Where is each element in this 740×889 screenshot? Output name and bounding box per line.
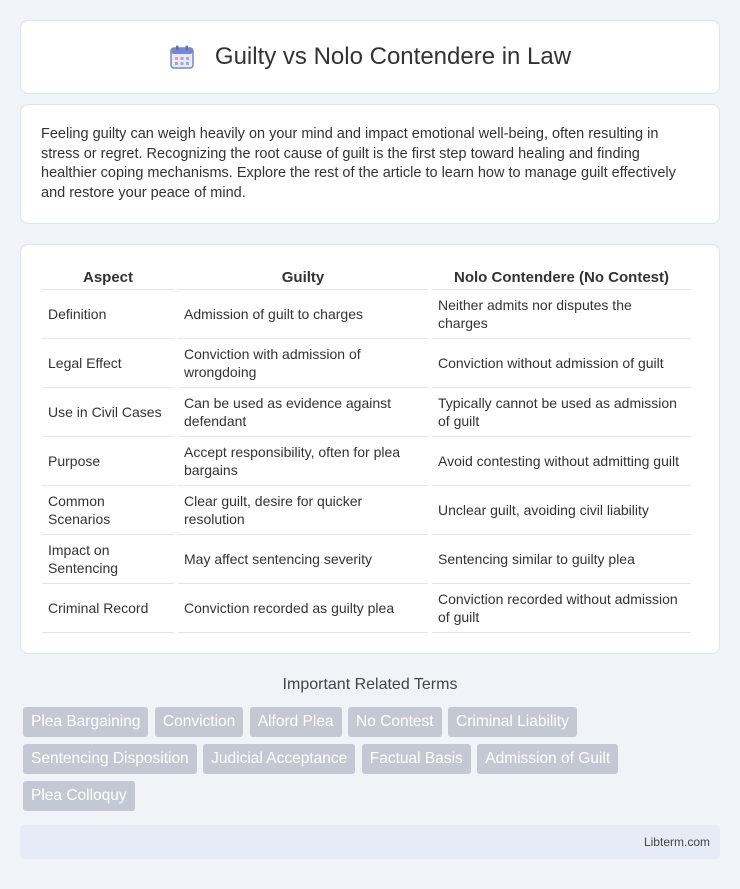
footer-link[interactable]: Libterm.com: [643, 835, 710, 849]
comparison-table: [38, 265, 695, 633]
intro-card: [20, 104, 720, 224]
intro-text: Feeling guilty can weigh heavily on your mind and impact emotional well-being, often resulting in stress or regret. Recognizing the root cause of guilt is the first step toward healing and finding healthier coping mechanisms. Explore the rest of the article to learn how to manage guilt effectively and restore your peace of mind.: [41, 126, 676, 201]
term-tag[interactable]: Admission of Guilt: [477, 744, 618, 774]
cell-nolo: Typically cannot be used as admission of guilt: [432, 388, 691, 437]
term-tag[interactable]: No Contest: [348, 707, 442, 737]
footer: [20, 825, 720, 859]
table-row: [42, 486, 691, 535]
cell-nolo: Conviction without admission of guilt: [432, 339, 691, 388]
title-card: [20, 20, 720, 94]
page-title: Guilty vs Nolo Contendere in Law: [214, 43, 572, 70]
cell-nolo: Conviction recorded without admission of guilt: [432, 584, 691, 633]
term-tag[interactable]: Sentencing Disposition: [23, 744, 197, 774]
cell-nolo: Sentencing similar to guilty plea: [432, 535, 691, 584]
term-tag[interactable]: Criminal Liability: [448, 707, 577, 737]
related-terms: [23, 707, 723, 818]
table-row: [42, 584, 691, 633]
cell-guilty: Conviction recorded as guilty plea: [178, 584, 428, 633]
related-terms-heading: Important Related Terms: [282, 676, 458, 693]
cell-aspect: Impact on Sentencing: [42, 535, 174, 584]
cell-guilty: May affect sentencing severity: [178, 535, 428, 584]
cell-guilty: Admission of guilt to charges: [178, 290, 428, 339]
table-row: [42, 290, 691, 339]
comparison-card: [20, 244, 720, 654]
calendar-icon: [169, 44, 195, 70]
term-tag[interactable]: Plea Bargaining: [23, 707, 148, 737]
header-nolo: Nolo Contendere (No Contest): [432, 265, 691, 290]
cell-aspect: Criminal Record: [42, 584, 174, 633]
table-header-row: [42, 265, 691, 290]
cell-aspect: Purpose: [42, 437, 174, 486]
cell-guilty: Conviction with admission of wrongdoing: [178, 339, 428, 388]
header-guilty: Guilty: [178, 265, 428, 290]
term-tag[interactable]: Judicial Acceptance: [203, 744, 355, 774]
term-tag[interactable]: Alford Plea: [250, 707, 342, 737]
cell-nolo: Neither admits nor disputes the charges: [432, 290, 691, 339]
cell-aspect: Common Scenarios: [42, 486, 174, 535]
table-row: [42, 535, 691, 584]
term-tag[interactable]: Factual Basis: [362, 744, 471, 774]
cell-aspect: Definition: [42, 290, 174, 339]
cell-nolo: Unclear guilt, avoiding civil liability: [432, 486, 691, 535]
table-row: [42, 437, 691, 486]
table-row: [42, 388, 691, 437]
term-tag[interactable]: Plea Colloquy: [23, 781, 135, 811]
cell-aspect: Use in Civil Cases: [42, 388, 174, 437]
cell-nolo: Avoid contesting without admitting guilt: [432, 437, 691, 486]
header-aspect: Aspect: [42, 265, 174, 290]
cell-guilty: Clear guilt, desire for quicker resolution: [178, 486, 428, 535]
cell-aspect: Legal Effect: [42, 339, 174, 388]
cell-guilty: Accept responsibility, often for plea bargains: [178, 437, 428, 486]
term-tag[interactable]: Conviction: [155, 707, 243, 737]
cell-guilty: Can be used as evidence against defendant: [178, 388, 428, 437]
table-row: [42, 339, 691, 388]
